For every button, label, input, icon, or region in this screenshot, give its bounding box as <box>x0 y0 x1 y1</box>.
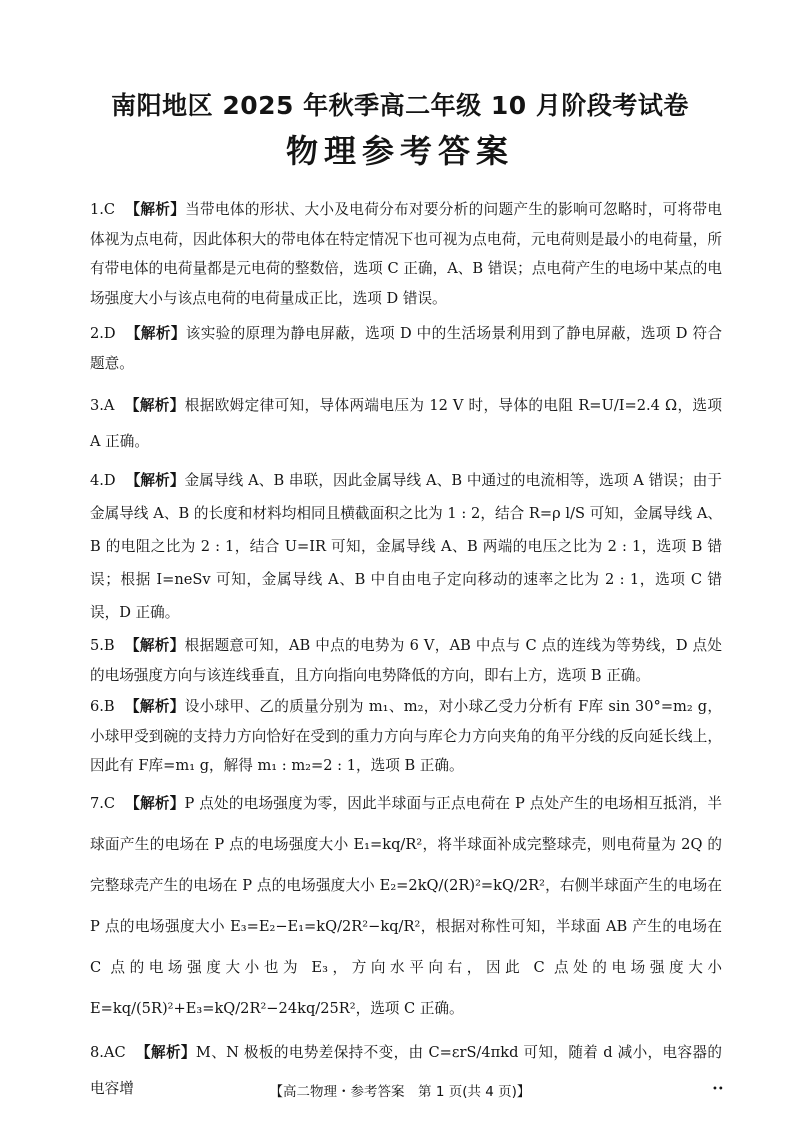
answer-item-6 <box>90 692 722 781</box>
answer-item-1 <box>90 195 722 313</box>
answer-number: 1.C <box>90 201 116 218</box>
answer-text: 该实验的原理为静电屏蔽，选项 D 中的生活场景利用到了静电屏蔽，选项 D 符合题意。 <box>90 325 722 372</box>
answer-title: 物理参考答案 <box>285 132 514 170</box>
answer-text: 当带电体的形状、大小及电荷分布对要分析的问题产生的影响可忽略时，可将带电体视为点电荷，因此体积大的带电体在特定情况下也可视为点电荷，元电荷则是最小的电荷量，所有带电体的电荷量都是元电荷的整数倍，选项 C 正确，A、B 错误；点电荷产生的电场中某点的电场强度大小与该点电荷的电荷量成正比，选项 D 错误。 <box>90 201 722 307</box>
page-footer: 【高二物理・参考答案 第 1 页(共 4 页)】 <box>269 1084 531 1100</box>
answer-number: 4.D <box>90 472 116 489</box>
answer-text: 根据欧姆定律可知，导体两端电压为 12 V 时，导体的电阻 R=U/I=2.4 Ω，选项 A 正确。 <box>90 397 722 450</box>
answer-list <box>90 195 722 1107</box>
answer-number: 6.B <box>90 698 115 715</box>
analysis-tag: 【解析】 <box>135 1043 196 1061</box>
analysis-tag: 【解析】 <box>124 698 185 715</box>
answer-text: P 点处的电场强度为零，因此半球面与正点电荷在 P 点处产生的电场相互抵消，半球面产生的电场在 P 点的电场强度大小 E₁=kq/R²，将半球面补成完整球壳，则电荷量为 2Q 的完整球壳产生的电场在 P 点的电场强度大小 E₂=2kQ/(2R)²=kQ/2R²，右侧半球面产生的电场在 P 点的电场强度大小 E₃=E₂−E₁=kQ/2R²−kq/R²，根据对称性可知，半球面 AB 产生的电场在 C 点的电场强度大小也为 E₃，方向水平向右，因此 C 点处的电场强度大小 E=kq/(5R)²+E₃=kQ/2R²−24kq/25R²，选项 C 正确。 <box>90 794 722 1017</box>
answer-number: 7.C <box>90 794 116 812</box>
answer-number: 8.AC <box>90 1043 126 1061</box>
analysis-tag: 【解析】 <box>124 637 185 654</box>
answer-item-5 <box>90 631 722 690</box>
answer-text: M、N 极板的电势差保持不变，由 C=εrS/4πkd 可知，随着 d 减小，电容器的电容增 <box>90 1043 722 1097</box>
analysis-tag: 【解析】 <box>124 397 185 414</box>
corner-mark: •• <box>712 1084 724 1095</box>
answer-number: 2.D <box>90 325 116 342</box>
analysis-tag: 【解析】 <box>125 325 186 342</box>
exam-title: 南阳地区 2025 年秋季高二年级 10 月阶段考试卷 <box>111 91 689 120</box>
analysis-tag: 【解析】 <box>125 794 185 812</box>
answer-item-7 <box>90 783 722 1029</box>
analysis-tag: 【解析】 <box>125 201 186 218</box>
answer-number: 3.A <box>90 397 115 414</box>
answer-text: 根据题意可知，AB 中点的电势为 6 V，AB 中点与 C 点的连线为等势线，D 点处的电场强度方向与该连线垂直，且方向指向电势降低的方向，即右上方，选项 B 正确。 <box>90 637 722 684</box>
answer-text: 设小球甲、乙的质量分别为 m₁、m₂，对小球乙受力分析有 F库 sin 30°=m₂ g，小球甲受到碗的支持力方向恰好在受到的重力方向与库仑力方向夹角的角平分线的反向延长线上，因此有 F库=m₁ g，解得 m₁ : m₂=2 : 1，选项 B 正确。 <box>90 698 722 774</box>
answer-item-3 <box>90 388 722 460</box>
answer-item-4 <box>90 464 722 629</box>
answer-text: 金属导线 A、B 串联，因此金属导线 A、B 中通过的电流相等，选项 A 错误；由于金属导线 A、B 的长度和材料均相同且横截面积之比为 1 : 2，结合 R=ρ l/S 可知，金属导线 A、B 的电阻之比为 2 : 1，结合 U=IR 可知，金属导线 A、B 两端的电压之比为 2 : 1，选项 B 错误；根据 I=neSv 可知，金属导线 A、B 中自由电子定向移动的速率之比为 2 : 1，选项 C 错误，D 正确。 <box>90 472 722 621</box>
analysis-tag: 【解析】 <box>125 472 185 489</box>
answer-item-2 <box>90 319 722 378</box>
answer-number: 5.B <box>90 637 115 654</box>
